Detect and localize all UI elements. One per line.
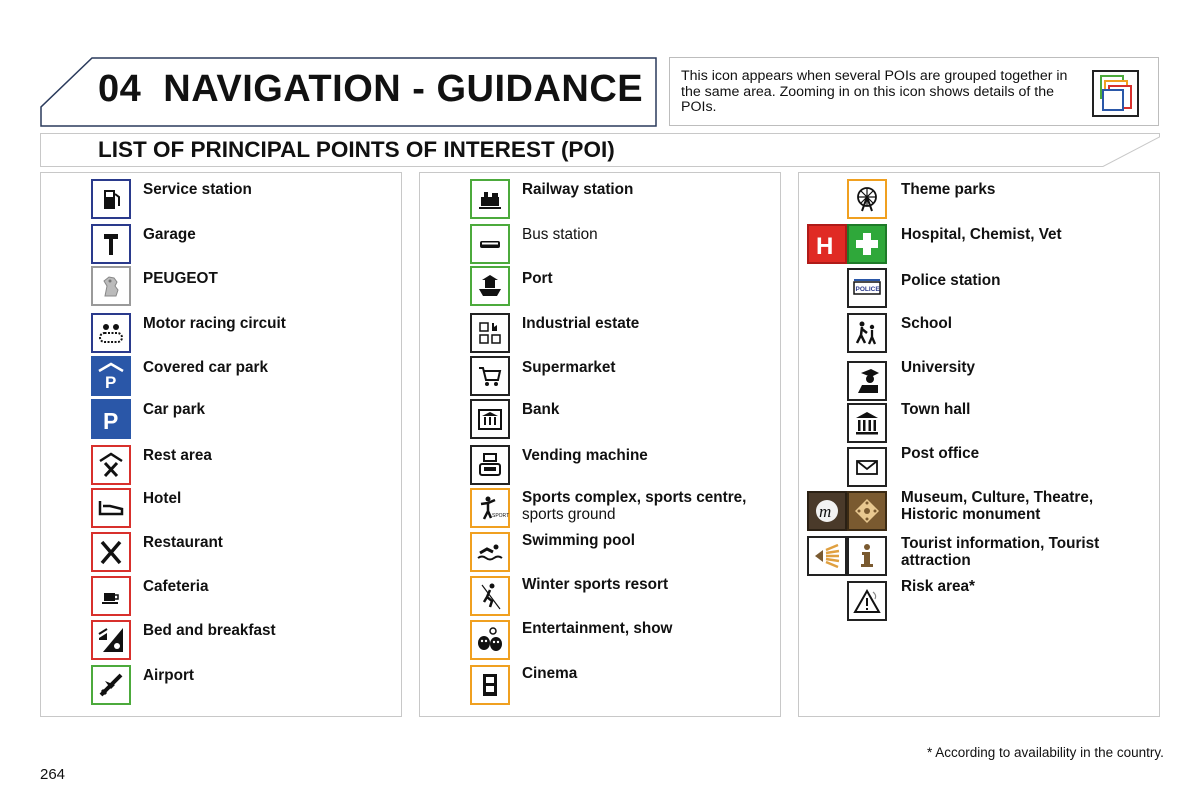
poi-row-railway-station <box>420 177 780 221</box>
peugeot-lion-icon <box>91 266 131 306</box>
poi-row-industrial-estate <box>420 311 780 355</box>
poi-label <box>522 490 772 523</box>
poi-label: Risk area* <box>901 578 975 595</box>
factory-icon <box>470 313 510 353</box>
poi-label: Car park <box>143 401 206 418</box>
poi-label: Vending machine <box>522 447 648 464</box>
poi-row-hospital <box>799 222 1159 266</box>
tourist-info-icon <box>847 536 887 576</box>
envelope-icon <box>847 447 887 487</box>
poi-label: Entertainment, show <box>522 620 673 637</box>
poi-row-winter-sports <box>420 574 780 618</box>
skier-icon <box>470 576 510 616</box>
poi-row-bus-station <box>420 222 780 266</box>
poi-row-car-park <box>41 397 401 441</box>
ship-icon <box>470 266 510 306</box>
poi-label: University <box>901 359 975 376</box>
swimmer-icon <box>470 532 510 572</box>
poi-row-university <box>799 359 1159 403</box>
poi-row-entertainment <box>420 618 780 662</box>
poi-row-restaurant <box>41 530 401 574</box>
page-number: 264 <box>40 766 66 783</box>
warning-triangle-icon <box>847 581 887 621</box>
fuel-pump-icon <box>91 179 131 219</box>
poi-label <box>901 490 1151 523</box>
poi-row-sports-complex <box>420 486 780 530</box>
poi-label-sub: attraction <box>901 551 971 569</box>
shopping-cart-icon <box>470 356 510 396</box>
poi-row-covered-car-park <box>41 354 401 398</box>
poi-label-main: Museum, Culture, Theatre, <box>901 489 1094 506</box>
svg-text:H: H <box>816 233 834 260</box>
poi-row-supermarket <box>420 354 780 398</box>
poi-label: Rest area <box>143 447 212 464</box>
poi-row-hotel <box>41 486 401 530</box>
section-title: LIST OF PRINCIPAL POINTS OF INTEREST (POI) <box>98 137 615 162</box>
poi-row-rest-area <box>41 443 401 487</box>
historic-monument-icon <box>847 491 887 531</box>
svg-text:SPORT: SPORT <box>492 513 510 519</box>
poi-label <box>901 536 1151 569</box>
airplane-icon <box>91 665 131 705</box>
poi-label-sub: Historic monument <box>901 505 1041 523</box>
poi-label: Hotel <box>143 490 182 507</box>
police-badge-text: POLICE <box>855 286 880 293</box>
poi-row-motor-racing <box>41 311 401 355</box>
hospital-cross-icon <box>847 224 887 264</box>
poi-label: PEUGEOT <box>143 270 218 287</box>
poi-label: Winter sports resort <box>522 576 669 593</box>
poi-column-1 <box>40 172 402 717</box>
poi-row-theme-parks <box>799 177 1159 221</box>
poi-label: School <box>901 315 952 332</box>
film-strip-icon <box>470 665 510 705</box>
poi-row-tourist-info <box>799 534 1159 578</box>
svg-text:P: P <box>105 373 117 392</box>
poi-label: Industrial estate <box>522 315 640 332</box>
grouped-poi-info-text: This icon appears when several POIs are grouped together in the same area. Zooming in on this icon shows details of the POIs. <box>681 68 1068 115</box>
poi-label: Post office <box>901 445 980 462</box>
museum-icon <box>807 491 847 531</box>
poi-label-sub: sports ground <box>522 505 616 523</box>
chapter-title <box>98 68 643 111</box>
poi-label-main: Sports complex, sports centre, <box>522 489 747 506</box>
poi-label: Cinema <box>522 665 578 682</box>
race-circuit-icon <box>91 313 131 353</box>
poi-label: Garage <box>143 226 196 243</box>
police-icon <box>847 268 887 308</box>
hospital-h-icon <box>807 224 847 264</box>
bus-icon <box>470 224 510 264</box>
svg-text:m: m <box>819 502 832 521</box>
poi-label: Service station <box>143 181 252 198</box>
poi-row-town-hall <box>799 401 1159 445</box>
poi-label: Town hall <box>901 401 971 418</box>
fork-knife-icon <box>91 532 131 572</box>
coffee-cup-icon <box>91 576 131 616</box>
poi-row-swimming-pool <box>420 530 780 574</box>
stacked-pois-icon <box>1092 70 1139 117</box>
poi-row-post-office <box>799 445 1159 489</box>
poi-row-cafeteria <box>41 574 401 618</box>
poi-label: Railway station <box>522 181 634 198</box>
poi-row-risk-area <box>799 579 1159 623</box>
poi-label: Motor racing circuit <box>143 315 286 332</box>
rest-area-icon <box>91 445 131 485</box>
poi-row-service-station <box>41 177 401 221</box>
sports-icon <box>470 488 510 528</box>
poi-row-school <box>799 311 1159 355</box>
poi-row-airport <box>41 663 401 707</box>
poi-row-bank <box>420 397 780 441</box>
theatre-masks-icon <box>470 620 510 660</box>
poi-label: Bus station <box>522 226 598 243</box>
poi-label: Airport <box>143 667 194 684</box>
poi-label: Supermarket <box>522 359 616 376</box>
poi-label-main: Tourist information, Tourist <box>901 535 1100 552</box>
poi-row-bed-breakfast <box>41 618 401 662</box>
vending-machine-icon <box>470 445 510 485</box>
children-crossing-icon <box>847 313 887 353</box>
poi-label: Covered car park <box>143 359 268 376</box>
poi-label: Restaurant <box>143 534 223 551</box>
tourist-attraction-icon <box>807 536 847 576</box>
poi-row-garage <box>41 222 401 266</box>
poi-row-port <box>420 264 780 308</box>
parking-icon <box>91 399 131 439</box>
svg-text:P: P <box>103 408 119 434</box>
train-icon <box>470 179 510 219</box>
poi-label: Swimming pool <box>522 532 636 549</box>
poi-label: Hospital, Chemist, Vet <box>901 226 1062 243</box>
poi-label: Police station <box>901 272 1001 289</box>
poi-label: Bank <box>522 401 560 418</box>
town-hall-icon <box>847 403 887 443</box>
poi-row-vending-machine <box>420 443 780 487</box>
poi-row-peugeot <box>41 264 401 308</box>
bed-breakfast-icon <box>91 620 131 660</box>
poi-row-cinema <box>420 663 780 707</box>
poi-column-3 <box>798 172 1160 717</box>
chapter-title-text: NAVIGATION - GUIDANCE <box>163 68 644 110</box>
covered-parking-icon <box>91 356 131 396</box>
footnote: * According to availability in the country. <box>927 745 1164 760</box>
wrench-icon <box>91 224 131 264</box>
poi-label: Cafeteria <box>143 578 209 595</box>
bank-icon <box>470 399 510 439</box>
poi-row-police-station <box>799 266 1159 310</box>
poi-column-2 <box>419 172 781 717</box>
poi-label: Theme parks <box>901 181 996 198</box>
chapter-number: 04 <box>98 68 142 110</box>
poi-label: Bed and breakfast <box>143 622 276 639</box>
grouped-poi-info-box <box>669 57 1159 126</box>
poi-label: Port <box>522 270 553 287</box>
bed-icon <box>91 488 131 528</box>
ferris-wheel-icon <box>847 179 887 219</box>
graduate-icon <box>847 361 887 401</box>
poi-row-museum <box>799 489 1159 533</box>
